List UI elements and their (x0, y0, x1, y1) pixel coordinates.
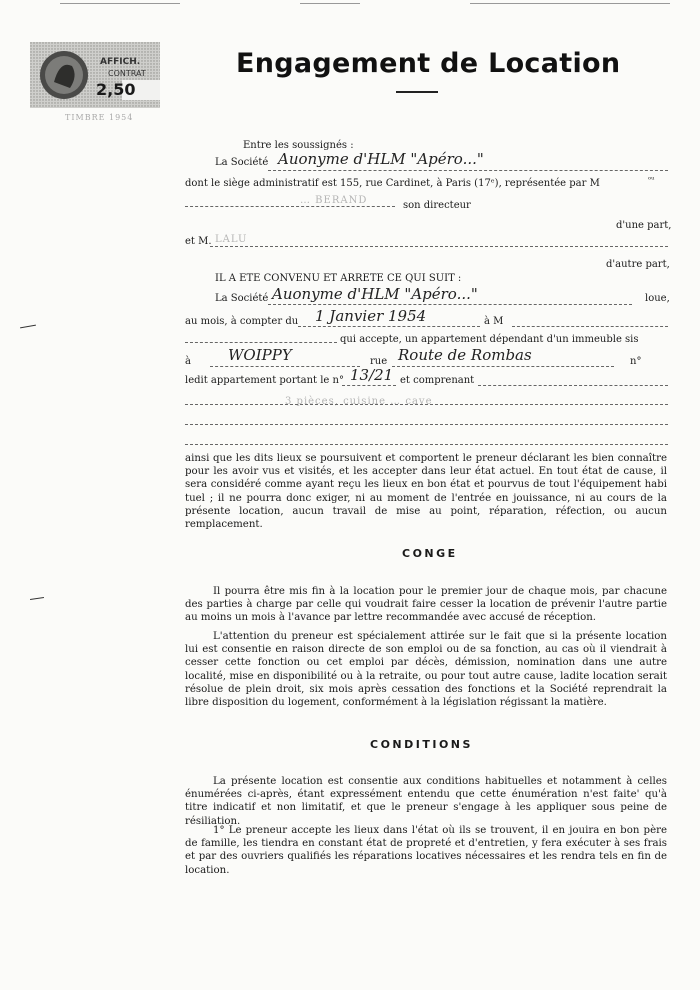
top-edge-rule (300, 3, 360, 5)
composition: 3 pièces, cuisine … cave (285, 396, 433, 407)
conge-paragraph-2: L'attention du preneur est spécialement attirée sur le fait que si la présente location lui est consentie en raison directe de son emploi ou de sa fonction, au cas où il viendrait à cesser cette fonction ou cet emploi par décès, démission, nomination dans une autre localité, mise en disponibilité ou à la retraite, ou pour tout autre cause, ladite location serait résolue de plein droit, six mois après cessation des fonctions et la Société reprendrait la libre disposition du logement, conformément à la législation régissant la matière. (185, 631, 667, 709)
fill-line (185, 342, 337, 343)
societe-name: Auonyme d'HLM "Apéro..." (278, 150, 484, 168)
rue-label: rue (370, 356, 388, 367)
societe-label: La Société (215, 157, 269, 168)
autre-part: d'autre part, (606, 259, 670, 270)
svg-text:CONTRAT: CONTRAT (108, 69, 146, 78)
fill-line (392, 366, 614, 367)
conditions-paragraph-1: La présente location est consentie aux conditions habituelles et notamment à celles énumérées ci-après, étant expressément entendu que cette énumération n'est faite' qu'à titre indicatif et non limitatif, et que le preneur s'engage à les appliquer sous peine de résiliation. (185, 776, 667, 827)
loue-text: loue, (645, 293, 670, 304)
conge-heading: CONGE (402, 547, 458, 560)
margin-mark (30, 597, 44, 600)
city: WOIPPY (228, 346, 292, 364)
title-underline (396, 91, 438, 93)
et-m-name: LALU (215, 234, 248, 245)
no-label: n° (630, 356, 642, 367)
fill-line (185, 404, 668, 405)
page-title: Engagement de Location (236, 48, 621, 79)
convention-societe-name: Auonyme d'HLM "Apéro..." (272, 285, 478, 303)
fill-line (268, 170, 668, 171)
start-date: 1 Janvier 1954 (315, 307, 427, 325)
conditions-heading: CONDITIONS (370, 738, 473, 751)
fill-line (185, 206, 395, 207)
fill-line (298, 326, 480, 327)
director-name: … BERAND (300, 195, 368, 206)
siege-text: dont le siège administratif est 155, rue Cardinet, à Paris (17ᵉ), représentée par M (185, 178, 600, 189)
convention-heading: IL A ETE CONVENU ET ARRETE CE QUI SUIT : (215, 273, 462, 284)
fill-line (210, 246, 668, 247)
accepte-text: qui accepte, un appartement dépendant d'un immeuble sis (340, 334, 639, 345)
top-edge-rule (470, 3, 670, 5)
comprenant-text: et comprenant (400, 375, 475, 386)
fill-line (478, 385, 668, 386)
margin-mark (20, 325, 36, 329)
rue: Route de Rombas (398, 346, 532, 364)
a-label: à (185, 356, 191, 367)
fill-line (210, 366, 360, 367)
clause-state: ainsi que les dits lieux se poursuivent et comportent le preneur déclarant les bien connaître pour les avoir vus et visités, et les accepter dans leur état actuel. En tout état de cause, il sera considéré comme ayant reçu les lieux en bon état et pourvus de tout l'équipement habi tuel ; il ne pourra donc exiger, ni au moment de l'entrée en jouissance, ni au cours de la présente location, aucun travail de mise au point, réparation, réfection, ou aucun remplacement. (185, 453, 667, 531)
mois-prefix: au mois, à compter du (185, 316, 299, 327)
a-m-label: à M (484, 316, 504, 327)
apt-number: 13/21 (350, 366, 394, 384)
svg-text:AFFICH.: AFFICH. (100, 57, 141, 67)
parties-intro: Entre les soussignés : (243, 140, 354, 151)
stamp-value: 2,50 (96, 80, 136, 99)
apt-prefix: ledit appartement portant le n° (185, 375, 344, 386)
fiscal-stamp (30, 42, 160, 108)
et-m-label: et M. (185, 236, 212, 247)
fill-line (185, 424, 668, 425)
fill-line (512, 326, 668, 327)
une-part: d'une part, (616, 220, 672, 231)
conditions-paragraph-2: 1° Le preneur accepte les lieux dans l'état où ils se trouvent, il en jouira en bon père de famille, les tiendra en constant état de propreté et d'entretien, y fera exécuter à ses frais et par des ouvriers qualifiés les réparations locatives nécessaires et les rendra tels en fin de location. (185, 825, 667, 876)
top-edge-rule (60, 3, 180, 5)
rep-suffix: ᵒᵘ (648, 175, 655, 184)
convention-societe-label: La Société (215, 293, 269, 304)
fill-line (342, 385, 396, 386)
stamp-note: TIMBRE 1954 (65, 113, 134, 122)
conge-paragraph-1: Il pourra être mis fin à la location pour le premier jour de chaque mois, par chacune des parties à charge par celle qui voudrait faire cesser la location de prévenir l'autre partie au moins un mois à l'avance par lettre recommandée avec accusé de réception. (185, 586, 667, 624)
director-role: son directeur (403, 200, 471, 211)
fill-line (268, 304, 632, 305)
fill-line (185, 444, 668, 445)
